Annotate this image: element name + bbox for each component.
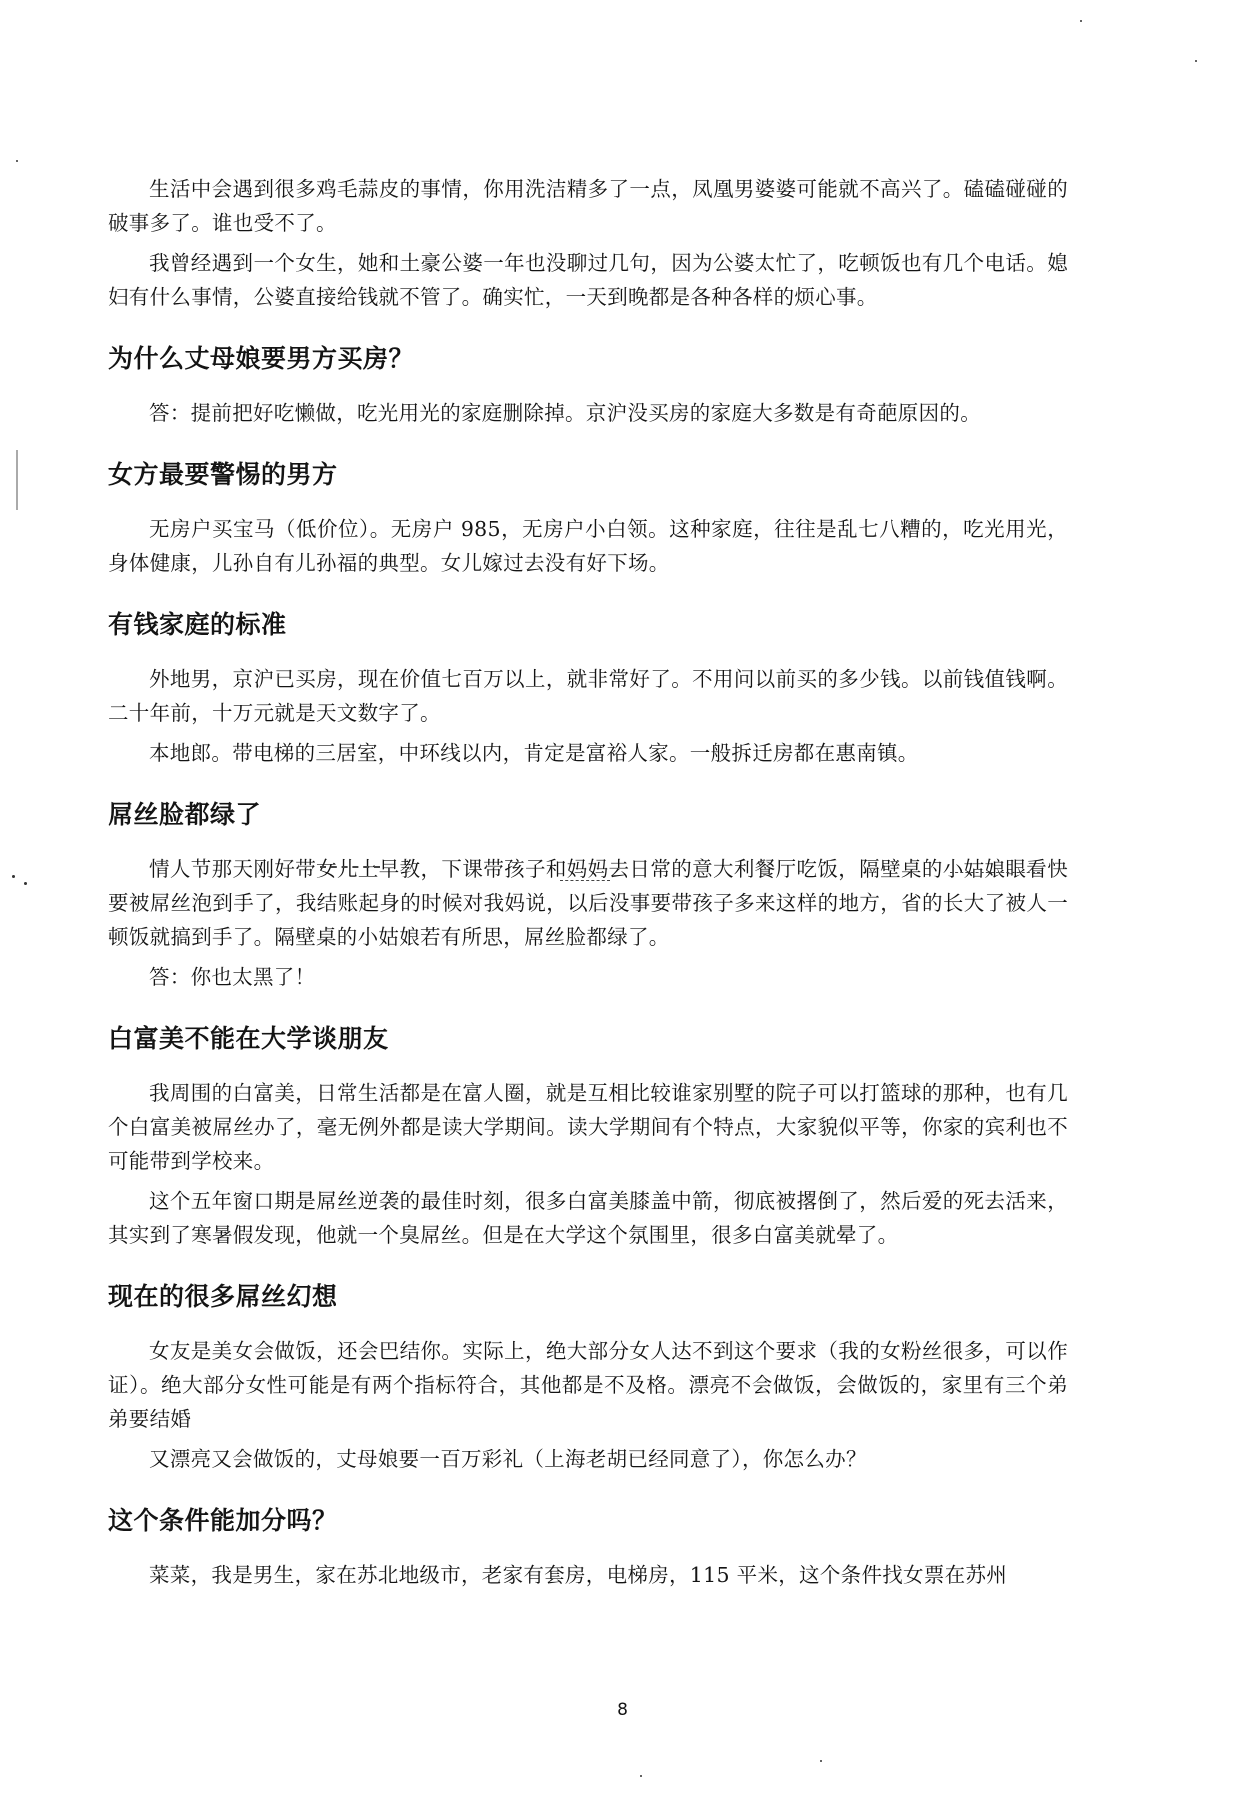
scan-noise <box>560 880 610 881</box>
paragraph: 我曾经遇到一个女生，她和土豪公婆一年也没聊过几句，因为公婆太忙了，吃顿饭也有几个电话。媳妇有什么事情，公婆直接给钱就不管了。确实忙，一天到晚都是各种各样的烦心事。 <box>108 251 1068 309</box>
section-bonus-points <box>108 1504 1068 1592</box>
paragraph: 答：你也太黑了！ <box>149 965 316 989</box>
section-heading: 屌丝脸都绿了 <box>108 800 262 829</box>
section-heading: 现在的很多屌丝幻想 <box>108 1282 338 1311</box>
paragraph: 情人节那天刚好带女儿上早教，下课带孩子和妈妈去日常的意大利餐厅吃饭，隔壁桌的小姑娘眼看快要被屌丝泡到手了，我结账起身的时候对我妈说，以后没事要带孩子多来这样的地方，省的长大了被人一顿饭就搞到手了。隔壁桌的小姑娘若有所思，屌丝脸都绿了。 <box>108 857 1068 949</box>
section-buy-house <box>108 342 1068 430</box>
scan-speck <box>12 875 15 878</box>
paragraph: 这个五年窗口期是屌丝逆袭的最佳时刻，很多白富美膝盖中箭，彻底被撂倒了，然后爱的死去活来，其实到了寒暑假发现，他就一个臭屌丝。但是在大学这个氛围里，很多白富美就晕了。 <box>108 1189 1068 1247</box>
scan-speck <box>1080 20 1082 22</box>
section-heading: 有钱家庭的标准 <box>108 610 287 639</box>
scan-speck <box>820 1760 822 1762</box>
scan-noise <box>320 866 380 868</box>
paragraph: 答：提前把好吃懒做，吃光用光的家庭删除掉。京沪没买房的家庭大多数是有奇葩原因的。 <box>149 401 981 425</box>
scan-speck <box>16 160 18 162</box>
scan-noise <box>950 872 1040 873</box>
section-intro <box>108 172 1068 314</box>
paragraph: 我周围的白富美，日常生活都是在富人圈，就是互相比较谁家别墅的院子可以打篮球的那种，也有几个白富美被屌丝办了，毫无例外都是读大学期间。读大学期间有个特点，大家貌似平等，你家的宾利也不可能带到学校来。 <box>108 1081 1068 1173</box>
section-heading: 白富美不能在大学谈朋友 <box>108 1024 389 1053</box>
paragraph: 无房户买宝马（低价位）。无房户 985，无房户小白领。这种家庭，往往是乱七八糟的，吃光用光，身体健康，儿孙自有儿孙福的典型。女儿嫁过去没有好下场。 <box>108 517 1068 575</box>
paragraph: 女友是美女会做饭，还会巴结你。实际上，绝大部分女人达不到这个要求（我的女粉丝很多，可以作证）。绝大部分女性可能是有两个指标符合，其他都是不及格。漂亮不会做饭，会做饭的，家里有三个弟弟要结婚 <box>108 1339 1068 1431</box>
scan-speck <box>24 882 27 885</box>
paragraph: 菜菜，我是男生，家在苏北地级市，老家有套房，电梯房，115 平米，这个条件找女票在苏州 <box>149 1563 1008 1587</box>
paragraph: 又漂亮又会做饭的，丈母娘要一百万彩礼（上海老胡已经同意了），你怎么办？ <box>149 1447 867 1471</box>
scan-speck <box>1195 60 1197 62</box>
page-number: 8 <box>617 1700 628 1720</box>
scan-speck <box>640 1775 642 1777</box>
section-rich-family <box>108 608 1068 770</box>
section-heading: 为什么丈母娘要男方买房？ <box>108 344 415 373</box>
document-body <box>108 172 1068 1598</box>
section-heading: 女方最要警惕的男方 <box>108 460 338 489</box>
section-college-dating <box>108 1022 1068 1252</box>
scan-speck <box>16 450 18 510</box>
section-face-green <box>108 798 1068 994</box>
paragraph: 外地男，京沪已买房，现在价值七百万以上，就非常好了。不用问以前买的多少钱。以前钱值钱啊。二十年前，十万元就是天文数字了。 <box>108 667 1068 725</box>
section-heading: 这个条件能加分吗？ <box>108 1506 338 1535</box>
section-fantasy <box>108 1280 1068 1476</box>
section-beware <box>108 458 1068 580</box>
paragraph: 生活中会遇到很多鸡毛蒜皮的事情，你用洗洁精多了一点，凤凰男婆婆可能就不高兴了。磕磕碰碰的破事多了。谁也受不了。 <box>108 177 1068 235</box>
paragraph: 本地郎。带电梯的三居室，中环线以内，肯定是富裕人家。一般拆迁房都在惠南镇。 <box>149 741 919 765</box>
